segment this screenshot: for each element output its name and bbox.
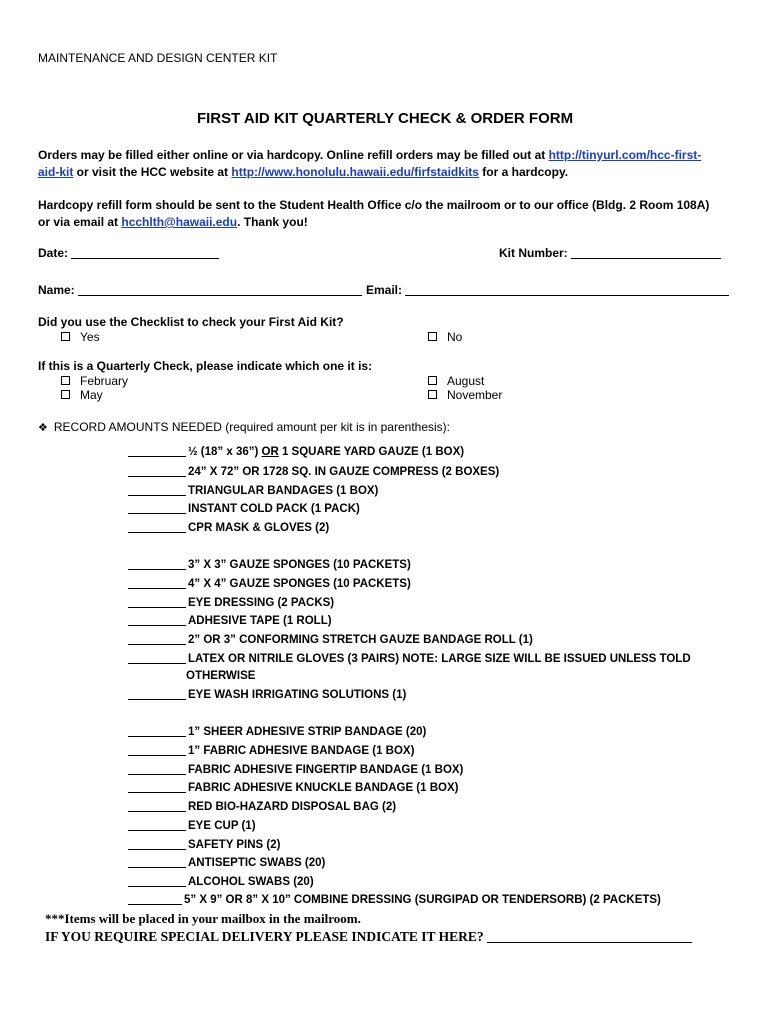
list-item[interactable]	[128, 484, 378, 497]
amount-blank[interactable]	[128, 633, 186, 645]
item-text: ADHESIVE TAPE (1 ROLL)	[188, 615, 332, 627]
item-text: SAFETY PINS (2)	[188, 839, 281, 851]
list-item[interactable]	[128, 763, 463, 776]
amount-blank[interactable]	[128, 744, 186, 756]
yes-label: Yes	[80, 330, 100, 344]
date-field[interactable]	[38, 246, 219, 260]
hardcopy-paragraph	[38, 197, 738, 231]
list-item[interactable]	[128, 875, 314, 888]
february-label: February	[80, 374, 129, 388]
item-text-tail: 1 SQUARE YARD GAUZE (1 BOX)	[278, 446, 465, 458]
list-item[interactable]	[128, 800, 396, 813]
intro-paragraph	[38, 147, 738, 181]
item-text-or: OR	[261, 446, 279, 458]
name-field[interactable]	[38, 283, 362, 297]
item-text: FABRIC ADHESIVE FINGERTIP BANDAGE (1 BOX)	[188, 764, 464, 776]
mailbox-note: ***Items will be placed in your mailbox in the mailroom.	[45, 911, 361, 926]
kit-number-input-line[interactable]	[571, 246, 721, 259]
yes-checkbox[interactable]	[61, 332, 70, 341]
item-text: ALCOHOL SWABS (20)	[188, 876, 314, 888]
list-item[interactable]	[128, 652, 691, 665]
list-item[interactable]	[128, 502, 360, 515]
amount-blank[interactable]	[128, 781, 186, 793]
item-text: FABRIC ADHESIVE KNUCKLE BANDAGE (1 BOX)	[188, 782, 459, 794]
item-text: 4” X 4” GAUZE SPONGES (10 PACKETS)	[188, 578, 411, 590]
email-field[interactable]	[366, 283, 729, 297]
amount-blank[interactable]	[128, 558, 186, 570]
item-text: INSTANT COLD PACK (1 PACK)	[188, 503, 360, 515]
amount-blank[interactable]	[128, 838, 186, 850]
yes-option[interactable]	[61, 330, 100, 344]
special-delivery-input-line[interactable]	[487, 929, 692, 943]
record-heading-text: RECORD AMOUNTS NEEDED (required amount per kit is in parenthesis):	[53, 420, 450, 434]
item-text: 24” X 72” OR 1728 SQ. IN GAUZE COMPRESS (2 BOXES)	[188, 466, 500, 478]
item-text: ½ (18” x 36”)	[188, 446, 262, 458]
list-item[interactable]	[128, 688, 406, 701]
item-text: TRIANGULAR BANDAGES (1 BOX)	[188, 485, 379, 497]
kit-number-field[interactable]	[499, 246, 721, 260]
list-item[interactable]	[128, 445, 464, 458]
kit-number-label: Kit Number:	[499, 246, 568, 260]
date-label: Date:	[38, 246, 69, 260]
intro-text-2: or visit the HCC website at	[73, 165, 232, 179]
checklist-question: Did you use the Checklist to check your First Aid Kit?	[38, 315, 344, 329]
health-office-email-link[interactable]: hcchlth@hawaii.edu	[121, 215, 238, 229]
quarter-question: If this is a Quarterly Check, please indicate which one it is:	[38, 359, 373, 373]
february-option[interactable]	[61, 374, 128, 388]
hardcopy-line-2-prefix: or via email at	[38, 215, 122, 229]
february-checkbox[interactable]	[61, 376, 70, 385]
item-text: ANTISEPTIC SWABS (20)	[188, 857, 326, 869]
item-text: EYE DRESSING (2 PACKS)	[188, 597, 335, 609]
list-item[interactable]	[128, 614, 332, 627]
date-input-line[interactable]	[71, 246, 219, 259]
list-item[interactable]	[128, 558, 411, 571]
item-text: RED BIO-HAZARD DISPOSAL BAG (2)	[188, 801, 397, 813]
may-label: May	[80, 388, 103, 402]
list-item[interactable]	[128, 465, 499, 478]
november-option[interactable]	[428, 388, 502, 402]
online-order-link-cont[interactable]: aid-kit	[38, 165, 74, 179]
header-text: MAINTENANCE AND DESIGN CENTER KIT	[38, 51, 278, 65]
amount-blank[interactable]	[128, 875, 186, 887]
august-label: August	[447, 374, 485, 388]
item-text: 1” SHEER ADHESIVE STRIP BANDAGE (20)	[188, 726, 427, 738]
amount-blank[interactable]	[128, 614, 186, 626]
list-item[interactable]	[128, 633, 533, 646]
item-text: EYE WASH IRRIGATING SOLUTIONS (1)	[188, 689, 407, 701]
no-label: No	[447, 330, 463, 344]
intro-text-3: for a hardcopy.	[478, 165, 569, 179]
list-item[interactable]	[128, 596, 334, 609]
amount-blank[interactable]	[128, 465, 186, 477]
item-text: 1” FABRIC ADHESIVE BANDAGE (1 BOX)	[188, 745, 415, 757]
email-input-line[interactable]	[405, 283, 729, 296]
amount-blank[interactable]	[128, 577, 186, 589]
hcc-website-link[interactable]: http://www.honolulu.hawaii.edu/firfstaidkits	[231, 165, 479, 179]
amount-blank[interactable]	[128, 893, 182, 905]
list-item[interactable]	[128, 838, 280, 851]
amount-blank[interactable]	[128, 484, 186, 496]
amount-blank[interactable]	[128, 445, 186, 457]
record-heading	[38, 420, 450, 434]
form-title: FIRST AID KIT QUARTERLY CHECK & ORDER FORM	[196, 110, 574, 127]
amount-blank[interactable]	[128, 502, 186, 514]
amount-blank[interactable]	[128, 688, 186, 700]
online-order-link[interactable]: http://tinyurl.com/hcc-first-	[548, 148, 702, 162]
list-item[interactable]	[128, 856, 325, 869]
name-input-line[interactable]	[78, 283, 362, 296]
list-item[interactable]	[128, 725, 426, 738]
no-option[interactable]	[428, 330, 462, 344]
amount-blank[interactable]	[128, 800, 186, 812]
august-option[interactable]	[428, 374, 484, 388]
email-label: Email:	[366, 283, 403, 297]
item-text-continuation: OTHERWISE	[186, 670, 256, 682]
name-label: Name:	[38, 283, 75, 297]
list-item[interactable]	[128, 893, 661, 906]
amount-blank[interactable]	[128, 725, 186, 737]
hardcopy-line-2-suffix: . Thank you!	[237, 215, 308, 229]
item-text: EYE CUP (1)	[188, 820, 256, 832]
may-checkbox[interactable]	[61, 390, 70, 399]
list-item[interactable]	[128, 744, 414, 757]
list-item[interactable]	[128, 577, 411, 590]
amount-blank[interactable]	[128, 856, 186, 868]
list-item[interactable]	[128, 819, 256, 832]
may-option[interactable]	[61, 388, 103, 402]
item-text: CPR MASK & GLOVES (2)	[188, 522, 330, 534]
special-delivery-label: IF YOU REQUIRE SPECIAL DELIVERY PLEASE INDICATE IT HERE?	[45, 929, 484, 944]
amount-blank[interactable]	[128, 596, 186, 608]
november-checkbox[interactable]	[428, 390, 437, 399]
item-text: 3” X 3” GAUZE SPONGES (10 PACKETS)	[188, 559, 411, 571]
list-item[interactable]	[128, 781, 458, 794]
item-text: 2” OR 3” CONFORMING STRETCH GAUZE BANDAGE ROLL (1)	[188, 634, 533, 646]
item-text: LATEX OR NITRILE GLOVES (3 PAIRS) NOTE: LARGE SIZE WILL BE ISSUED UNLESS TOLD	[188, 653, 691, 665]
special-delivery-field[interactable]	[45, 929, 692, 945]
amount-blank[interactable]	[128, 521, 186, 533]
intro-text-1: Orders may be filled either online or via hardcopy. Online refill orders may be filled out at	[38, 148, 549, 162]
amount-blank[interactable]	[128, 763, 186, 775]
november-label: November	[447, 388, 503, 402]
amount-blank[interactable]	[128, 652, 186, 664]
hardcopy-line-1: Hardcopy refill form should be sent to the Student Health Office c/o the mailroom or to our office (Bldg. 2 Room 108A)	[38, 198, 710, 212]
august-checkbox[interactable]	[428, 376, 437, 385]
diamond-bullet-icon: ❖	[38, 422, 48, 434]
no-checkbox[interactable]	[428, 332, 437, 341]
item-text: 5” X 9” OR 8” X 10” COMBINE DRESSING (SURGIPAD OR TENDERSORB) (2 PACKETS)	[184, 894, 661, 906]
list-item[interactable]	[128, 521, 329, 534]
amount-blank[interactable]	[128, 819, 186, 831]
